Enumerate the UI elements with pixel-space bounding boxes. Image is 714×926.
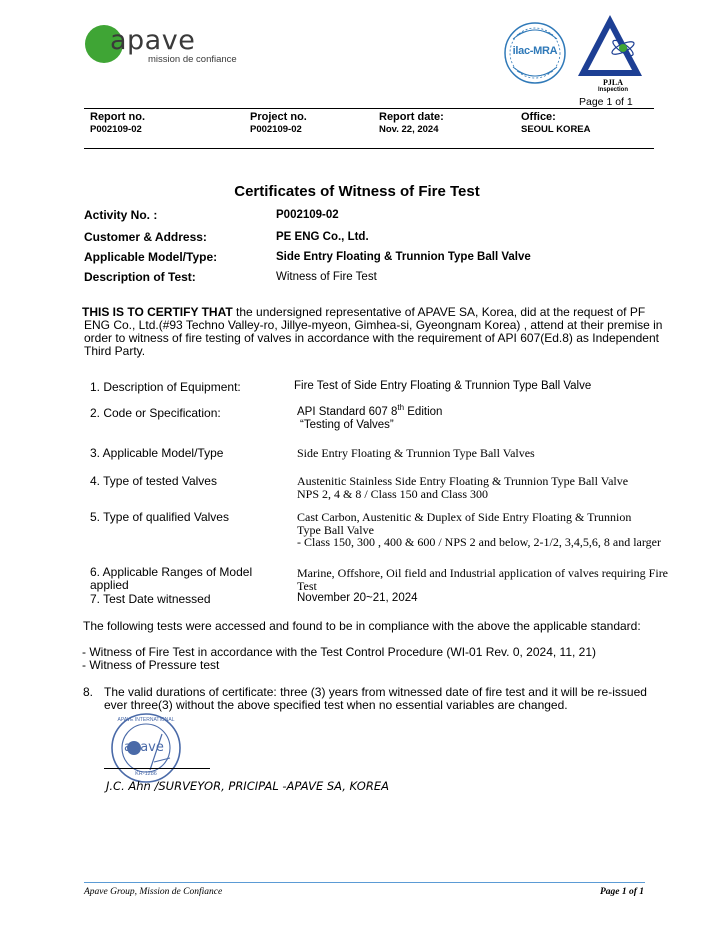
header-bottom-rule [84, 148, 654, 149]
certify-line-3: order to witness of fire testing of valves in accordance with the requirement of API 607(Ed.8) as Independent [84, 331, 659, 345]
certify-lead: THIS IS TO CERTIFY THAT [82, 305, 233, 319]
signature-line: J.C. Ahn /SURVEYOR, PRICIPAL -APAVE SA, KOREA [106, 779, 389, 793]
footer-rule [84, 882, 645, 883]
stamp-code-text: KR-1286 [135, 771, 157, 777]
pjla-subtext: Inspection [597, 87, 628, 93]
model-type-label: Applicable Model/Type: [84, 250, 218, 264]
item-2-value-edition: Edition [404, 406, 443, 418]
apave-stamp [110, 712, 182, 784]
validity-line-2: ever three(3) without the above specified test when no essential variables are changed. [104, 698, 568, 712]
item-7-value: November 20~21, 2024 [297, 592, 418, 604]
item-5-value [297, 511, 661, 549]
activity-no-value: P002109-02 [276, 209, 339, 221]
certify-line-1: the undersigned representative of APAVE SA, Korea, did at the request of PF [232, 305, 646, 319]
pjla-text: PJLA [603, 78, 623, 87]
item-6-value-line-1: Marine, Offshore, Oil field and Industrial application of valves requiring Fire [297, 566, 669, 580]
activity-no-label: Activity No. : [84, 208, 158, 222]
validity-line-1: The valid durations of certificate: three (3) years from witnessed date of fire test and it will be re-issued [104, 685, 647, 699]
item-5-value-line-3: - Class 150, 300 , 400 & 600 / NPS 2 and below, 2-1/2, 3,4,5,6, 8 and larger [297, 535, 661, 549]
header-top-rule [84, 108, 654, 109]
test-item-fire: - Witness of Fire Test in accordance with the Test Control Procedure (WI-01 Rev. 0, 2024, 11, 21) [82, 645, 597, 659]
pjla-logo [575, 12, 645, 98]
item-2-value-standard: API Standard 607 8 [297, 406, 398, 418]
project-no-label: Project no. [250, 111, 307, 123]
item-6-label-line-1: 6. Applicable Ranges of Model [90, 565, 253, 579]
report-date-value: Nov. 22, 2024 [379, 124, 439, 135]
item-3-label: 3. Applicable Model/Type [90, 446, 224, 460]
office-label: Office: [521, 111, 556, 123]
item-3-value: Side Entry Floating & Trunnion Type Ball Valves [297, 446, 535, 460]
validity-number: 8. [83, 685, 94, 699]
ilac-mra-logo [503, 17, 567, 89]
item-2-value-sup: th [397, 403, 405, 413]
report-date-label: Report date: [379, 111, 444, 123]
apave-logo [84, 22, 274, 66]
ilac-mra-text: ilac-MRA [512, 45, 558, 57]
document-title: Certificates of Witness of Fire Test [234, 183, 480, 200]
report-no-label: Report no. [90, 111, 145, 123]
item-4-value-line-2: NPS 2, 4 & 8 / Class 150 and Class 300 [297, 486, 489, 501]
report-no-value: P002109-02 [90, 124, 142, 135]
test-item-pressure: - Witness of Pressure test [82, 658, 220, 672]
item-6-label [90, 566, 252, 591]
item-6-value-line-2: Test [297, 578, 317, 593]
validity-text [104, 686, 664, 712]
certify-line-4: Third Party. [84, 344, 146, 358]
item-4-value-line-1: Austenitic Stainless Side Entry Floating & Trunnion Type Ball Valve [297, 474, 629, 488]
certify-line-2: ENG Co., Ltd.(#93 Techno Valley-ro, Jillye-myeon, Gimhea-si, Gyeongnam Korea) , attend at their premise in [84, 318, 663, 332]
tests-list [82, 646, 596, 672]
item-1-value: Fire Test of Side Entry Floating & Trunnion Type Ball Valve [294, 380, 592, 392]
customer-value: PE ENG Co., Ltd. [276, 231, 369, 243]
office-value: SEOUL KOREA [521, 124, 591, 135]
stamp-ring-text: APAVE INTERNATIONAL [117, 717, 175, 723]
item-5-label: 5. Type of qualified Valves [90, 510, 229, 524]
item-4-value [297, 475, 628, 500]
item-7-label: 7. Test Date witnessed [90, 592, 211, 606]
item-6-label-line-2: applied [90, 577, 129, 592]
item-2-label: 2. Code or Specification: [90, 406, 221, 420]
apave-logo-tagline: mission de confiance [148, 54, 237, 65]
model-type-value: Side Entry Floating & Trunnion Type Ball Valve [276, 251, 531, 263]
pjla-triangle-icon [575, 12, 645, 78]
item-2-value [297, 403, 443, 431]
apave-logo-wordmark: apave [110, 25, 196, 56]
item-1-label: 1. Description of Equipment: [90, 380, 241, 394]
page-indicator: Page 1 of 1 [579, 96, 633, 108]
project-no-value: P002109-02 [250, 124, 302, 135]
certify-paragraph [82, 306, 672, 358]
item-6-value [297, 567, 668, 592]
test-description-value: Witness of Fire Test [276, 271, 377, 283]
footer-left: Apave Group, Mission de Confiance [84, 887, 223, 897]
signature-rule [104, 768, 210, 769]
item-4-label: 4. Type of tested Valves [90, 474, 217, 488]
compliance-intro: The following tests were accessed and found to be in compliance with the above the applicable standard: [83, 619, 641, 633]
test-description-label: Description of Test: [84, 270, 196, 284]
item-2-value-title: “Testing of Valves” [300, 418, 394, 431]
item-5-value-line-1: Cast Carbon, Austenitic & Duplex of Side Entry Floating & Trunnion [297, 510, 632, 524]
item-5-value-line-2: Type Ball Valve [297, 522, 374, 537]
footer-page: Page 1 of 1 [600, 887, 645, 897]
customer-label: Customer & Address: [84, 230, 207, 244]
stamp-center-text: apave [124, 740, 164, 755]
